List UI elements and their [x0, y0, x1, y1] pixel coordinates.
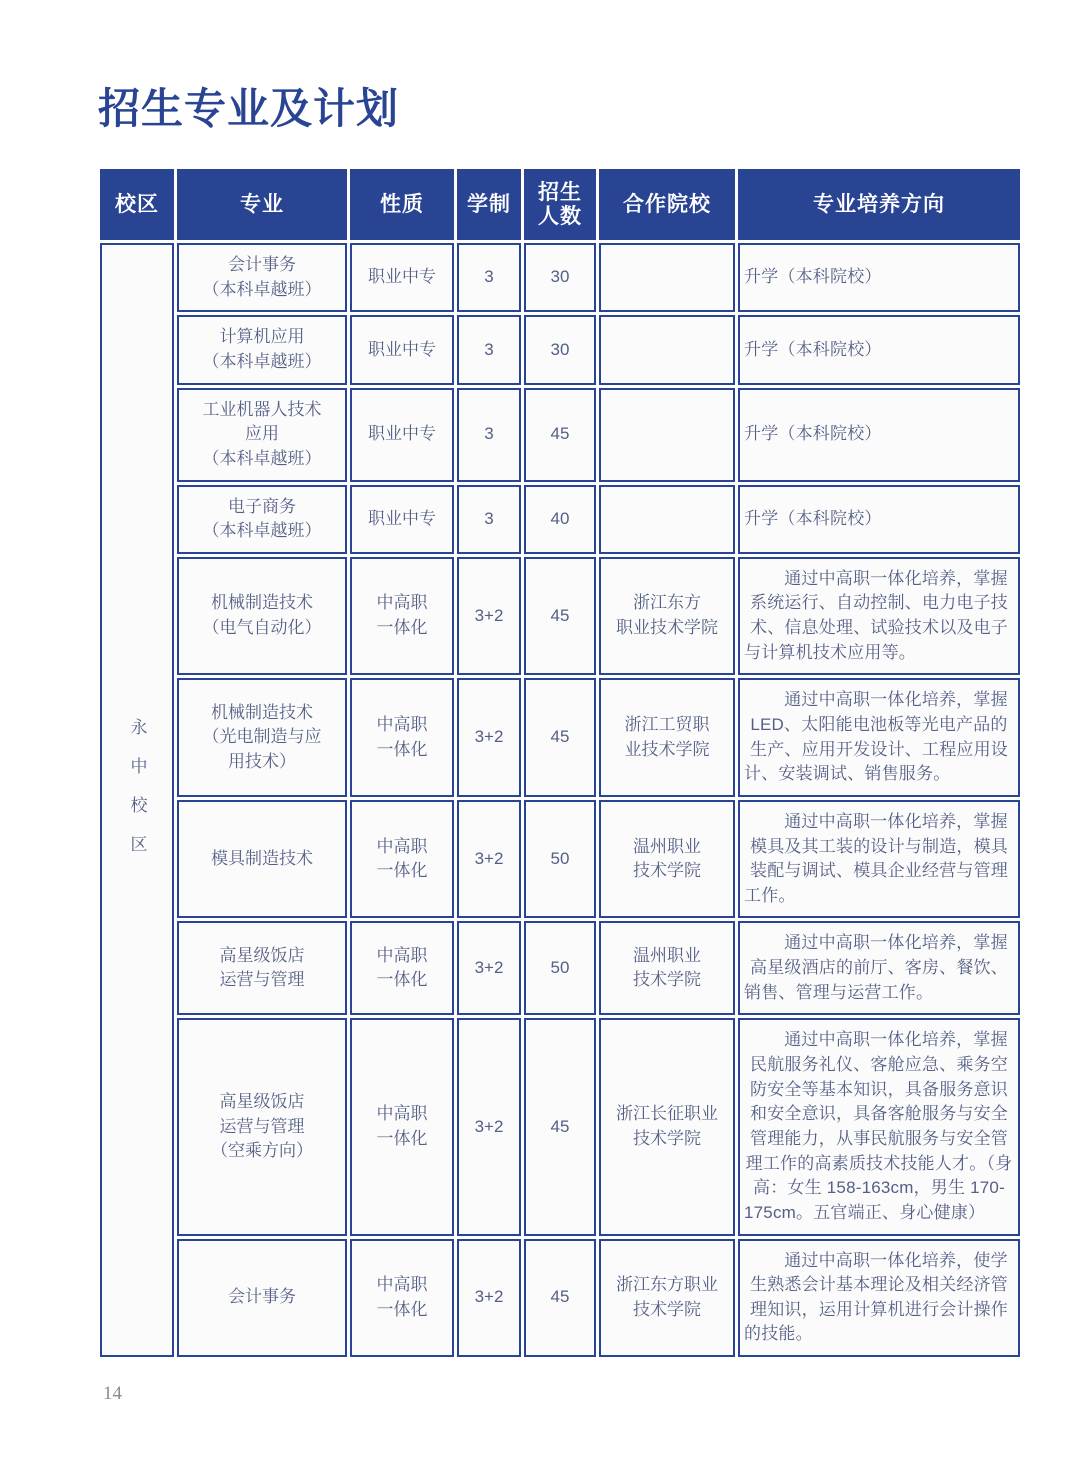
years-cell: 3+2	[457, 557, 521, 676]
table-row	[100, 921, 1020, 1015]
years-cell: 3	[457, 315, 521, 384]
nature-cell-line2: 一体化	[376, 1299, 428, 1319]
direction-cell	[738, 678, 1020, 797]
table-body	[100, 243, 1020, 1357]
major-cell	[177, 243, 347, 312]
column-header-nature: 性质	[350, 169, 454, 240]
partner-cell-line2: 职业技术学院	[616, 618, 718, 638]
direction-text: 通过中高职一体化培养，掌握模具及其工装的设计与制造，模具装配与调试、模具企业经营与管理工作。	[744, 811, 1008, 905]
direction-cell	[738, 1018, 1020, 1235]
direction-text: 通过中高职一体化培养，掌握高星级酒店的前厅、客房、餐饮、销售、管理与运营工作。	[744, 933, 1008, 1002]
years-cell: 3	[457, 388, 521, 482]
column-header-partner: 合作院校	[599, 169, 735, 240]
page-number: 14	[103, 1383, 122, 1404]
partner-cell-line2: 技术学院	[633, 1299, 701, 1319]
major-cell	[177, 800, 347, 919]
years-cell: 3	[457, 243, 521, 312]
partner-cell	[599, 1018, 735, 1235]
table-row	[100, 388, 1020, 482]
direction-cell	[738, 921, 1020, 1015]
partner-cell-line1: 温州职业	[633, 836, 701, 856]
direction-text: 通过中高职一体化培养，掌握系统运行、自动控制、电力电子技术、信息处理、试验技术以及电子与计算机技术应用等。	[744, 568, 1008, 662]
column-header-major: 专业	[177, 169, 347, 240]
partner-cell-line2: 技术学院	[633, 970, 701, 990]
direction-cell	[738, 800, 1020, 919]
quota-cell: 50	[524, 800, 596, 919]
partner-cell	[599, 800, 735, 919]
partner-cell	[599, 485, 735, 554]
table-header	[100, 169, 1020, 240]
nature-cell	[350, 1018, 454, 1235]
major-cell-line2: 运营与管理	[219, 970, 305, 990]
major-cell-line2: 应用	[245, 424, 279, 444]
table-header-row	[100, 169, 1020, 240]
column-header-direction: 专业培养方向	[738, 169, 1020, 240]
major-cell	[177, 1018, 347, 1235]
nature-cell-line2: 一体化	[376, 618, 428, 638]
nature-cell	[350, 243, 454, 312]
direction-cell: 升学（本科院校）	[738, 388, 1020, 482]
nature-cell-line2: 一体化	[376, 1128, 428, 1148]
major-cell	[177, 921, 347, 1015]
major-cell-line1: 会计事务	[228, 1287, 296, 1307]
direction-cell: 升学（本科院校）	[738, 485, 1020, 554]
years-cell: 3+2	[457, 1018, 521, 1235]
column-header-years: 学制	[457, 169, 521, 240]
nature-cell-line1: 中高职	[376, 1104, 428, 1124]
major-cell	[177, 1239, 347, 1358]
major-cell-line2: （本科卓越班）	[202, 521, 322, 541]
nature-cell	[350, 678, 454, 797]
major-cell-line1: 电子商务	[228, 496, 296, 516]
partner-cell-line1: 浙江工贸职	[624, 715, 710, 734]
nature-cell-line1: 中高职	[376, 715, 428, 734]
nature-cell	[350, 485, 454, 554]
quota-cell: 50	[524, 921, 596, 1015]
major-cell-line1: 高星级饭店	[219, 1092, 305, 1111]
nature-cell	[350, 315, 454, 384]
partner-cell	[599, 388, 735, 482]
major-cell	[177, 557, 347, 676]
campus-cell	[100, 243, 174, 1357]
major-cell-line1: 模具制造技术	[211, 848, 313, 868]
quota-cell: 45	[524, 1239, 596, 1358]
nature-cell-line1: 职业中专	[368, 267, 436, 287]
quota-cell: 30	[524, 243, 596, 312]
table-row	[100, 557, 1020, 676]
nature-cell	[350, 800, 454, 919]
quota-cell: 40	[524, 485, 596, 554]
table-row	[100, 678, 1020, 797]
major-cell-line2: （电气自动化）	[202, 618, 322, 638]
partner-cell-line1: 浙江东方	[633, 593, 701, 613]
major-cell-line1: 机械制造技术	[211, 702, 313, 722]
nature-cell-line1: 职业中专	[368, 339, 436, 359]
direction-text: 通过中高职一体化培养，使学生熟悉会计基本理论及相关经济管理知识，运用计算机进行会计操作的技能。	[744, 1250, 1008, 1344]
major-cell-line3: 用技术）	[228, 751, 296, 771]
major-cell-line1: 高星级饭店	[219, 945, 305, 965]
nature-cell-line1: 中高职	[376, 593, 428, 613]
partner-cell-line2: 业技术学院	[624, 739, 710, 759]
nature-cell	[350, 557, 454, 676]
table-row	[100, 485, 1020, 554]
major-cell-line1: 计算机应用	[219, 327, 305, 347]
partner-cell-line2: 技术学院	[633, 1128, 701, 1148]
major-cell-line3: （空乘方向）	[211, 1141, 313, 1161]
nature-cell-line1: 中高职	[376, 836, 428, 856]
major-cell-line1: 会计事务	[228, 255, 296, 275]
years-cell: 3+2	[457, 678, 521, 797]
major-cell	[177, 388, 347, 482]
major-cell	[177, 678, 347, 797]
major-cell-line2: （本科卓越班）	[202, 279, 322, 299]
major-cell-line2: （本科卓越班）	[202, 351, 322, 371]
partner-cell-line2: 技术学院	[633, 861, 701, 881]
page-title: 招生专业及计划	[98, 85, 400, 132]
major-cell-line1: 机械制造技术	[211, 593, 313, 613]
quota-cell: 45	[524, 388, 596, 482]
quota-cell: 45	[524, 1018, 596, 1235]
partner-cell-line1: 浙江东方职业	[616, 1275, 718, 1295]
quota-cell: 30	[524, 315, 596, 384]
major-cell	[177, 315, 347, 384]
partner-cell	[599, 1239, 735, 1358]
direction-cell: 升学（本科院校）	[738, 243, 1020, 312]
years-cell: 3+2	[457, 800, 521, 919]
major-cell-line2: 运营与管理	[219, 1116, 305, 1136]
partner-cell-line1: 浙江长征职业	[616, 1104, 718, 1124]
nature-cell-line1: 职业中专	[368, 424, 436, 444]
table-row	[100, 315, 1020, 384]
campus-label: 永中校区	[127, 718, 147, 875]
partner-cell	[599, 243, 735, 312]
table-row	[100, 800, 1020, 919]
nature-cell-line2: 一体化	[376, 739, 428, 759]
nature-cell-line1: 中高职	[376, 945, 428, 965]
table-row	[100, 243, 1020, 312]
direction-cell	[738, 557, 1020, 676]
column-header-campus: 校区	[100, 169, 174, 240]
major-cell-line2: （光电制造与应	[202, 727, 322, 747]
major-cell	[177, 485, 347, 554]
years-cell: 3	[457, 485, 521, 554]
direction-cell	[738, 1239, 1020, 1358]
column-header-quota-line2: 人数	[538, 204, 582, 228]
column-header-quota	[524, 169, 596, 240]
nature-cell-line1: 中高职	[376, 1275, 428, 1295]
nature-cell-line1: 职业中专	[368, 508, 436, 528]
direction-cell: 升学（本科院校）	[738, 315, 1020, 384]
partner-cell	[599, 315, 735, 384]
table-row	[100, 1239, 1020, 1358]
partner-cell-line1: 温州职业	[633, 945, 701, 965]
nature-cell-line2: 一体化	[376, 970, 428, 990]
nature-cell-line2: 一体化	[376, 861, 428, 881]
nature-cell	[350, 388, 454, 482]
column-header-quota-line1: 招生	[538, 181, 582, 204]
quota-cell: 45	[524, 557, 596, 676]
partner-cell	[599, 678, 735, 797]
nature-cell	[350, 921, 454, 1015]
years-cell: 3+2	[457, 1239, 521, 1358]
admissions-plan-table	[97, 166, 1023, 1360]
nature-cell	[350, 1239, 454, 1358]
direction-text: 通过中高职一体化培养，掌握 LED、太阳能电池板等光电产品的生产、应用开发设计、工程应用设计、安装调试、销售服务。	[744, 690, 1008, 784]
admissions-plan-table-container	[97, 166, 1011, 1360]
table-row	[100, 1018, 1020, 1235]
partner-cell	[599, 557, 735, 676]
years-cell: 3+2	[457, 921, 521, 1015]
partner-cell	[599, 921, 735, 1015]
direction-text: 通过中高职一体化培养，掌握民航服务礼仪、客舱应急、乘务空防安全等基本知识，具备服务意识和安全意识，具备客舱服务与安全管理能力，从事民航服务与安全管理工作的高素质技术技能人才。（身高：女生 158-163cm，男生 170-175cm。五官端正、身心健康）	[744, 1030, 1013, 1222]
major-cell-line3: （本科卓越班）	[202, 448, 322, 468]
quota-cell: 45	[524, 678, 596, 797]
major-cell-line1: 工业机器人技术	[202, 399, 322, 419]
